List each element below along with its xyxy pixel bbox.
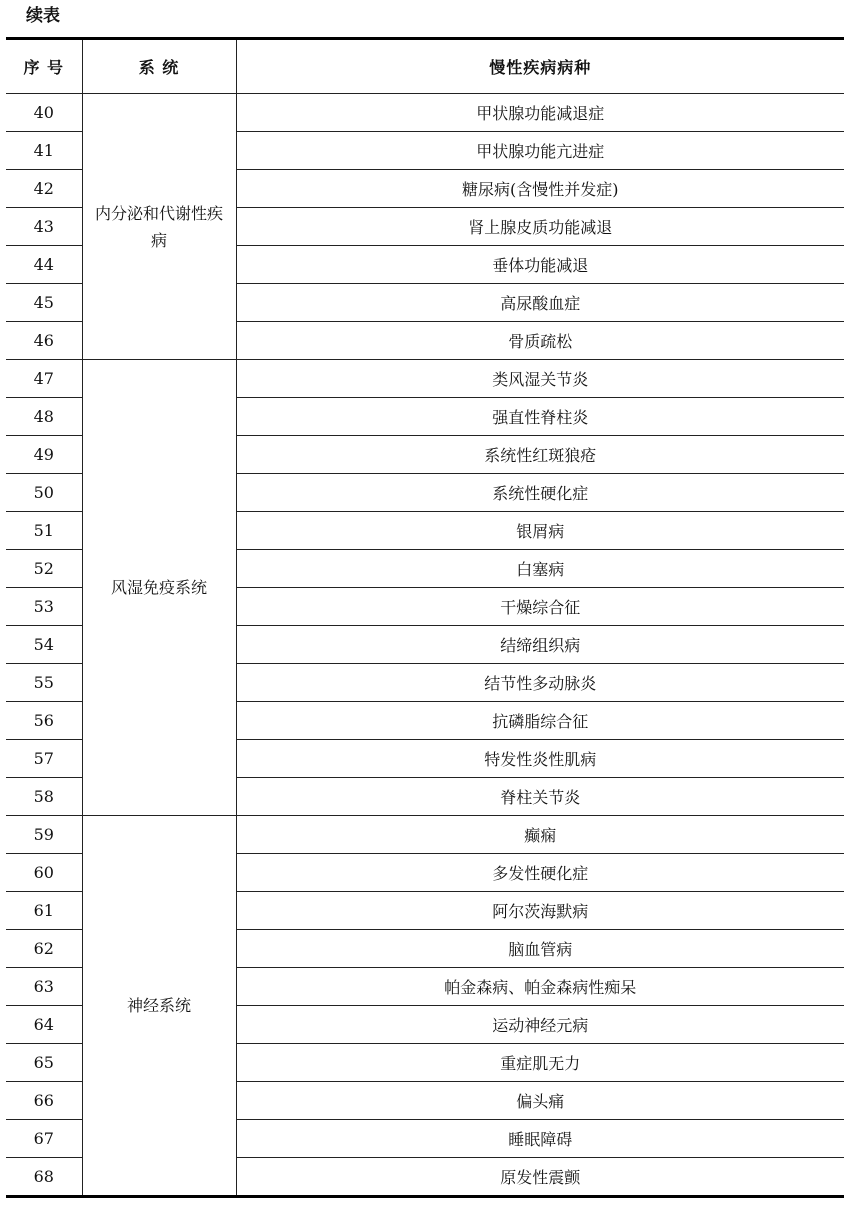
system-cell — [82, 94, 236, 360]
row-number: 54 — [6, 626, 82, 664]
row-number: 63 — [6, 968, 82, 1006]
table-row — [6, 94, 844, 132]
row-number: 60 — [6, 854, 82, 892]
disease-name: 垂体功能减退 — [236, 246, 844, 284]
disease-name: 运动神经元病 — [236, 1006, 844, 1044]
disease-name: 帕金森病、帕金森病性痴呆 — [236, 968, 844, 1006]
row-number: 47 — [6, 360, 82, 398]
system-label: 风湿免疫系统 — [110, 578, 207, 597]
header-disease: 慢性疾病病种 — [236, 39, 844, 94]
disease-name: 白塞病 — [236, 550, 844, 588]
row-number: 45 — [6, 284, 82, 322]
disease-name: 系统性硬化症 — [236, 474, 844, 512]
disease-name: 干燥综合征 — [236, 588, 844, 626]
disease-name: 结缔组织病 — [236, 626, 844, 664]
disease-name: 高尿酸血症 — [236, 284, 844, 322]
table-caption: 续表 — [26, 6, 60, 26]
disease-name: 重症肌无力 — [236, 1044, 844, 1082]
header-row — [6, 39, 844, 94]
disease-name: 睡眠障碍 — [236, 1120, 844, 1158]
row-number: 64 — [6, 1006, 82, 1044]
table-row — [6, 816, 844, 854]
row-number: 41 — [6, 132, 82, 170]
disease-name: 癫痫 — [236, 816, 844, 854]
row-number: 46 — [6, 322, 82, 360]
row-number: 43 — [6, 208, 82, 246]
row-number: 42 — [6, 170, 82, 208]
row-number: 56 — [6, 702, 82, 740]
row-number: 65 — [6, 1044, 82, 1082]
header-system: 系 统 — [82, 39, 236, 94]
disease-name: 抗磷脂综合征 — [236, 702, 844, 740]
disease-name: 结节性多动脉炎 — [236, 664, 844, 702]
disease-name: 强直性脊柱炎 — [236, 398, 844, 436]
row-number: 44 — [6, 246, 82, 284]
row-number: 61 — [6, 892, 82, 930]
row-number: 68 — [6, 1158, 82, 1197]
disease-name: 特发性炎性肌病 — [236, 740, 844, 778]
row-number: 49 — [6, 436, 82, 474]
row-number: 55 — [6, 664, 82, 702]
table-row — [6, 360, 844, 398]
disease-name: 骨质疏松 — [236, 322, 844, 360]
table-body — [6, 94, 844, 1197]
system-label: 内分泌和代谢性疾病 — [94, 203, 223, 250]
row-number: 40 — [6, 94, 82, 132]
chronic-disease-table — [6, 37, 844, 1198]
disease-name: 甲状腺功能减退症 — [236, 94, 844, 132]
row-number: 58 — [6, 778, 82, 816]
disease-name: 银屑病 — [236, 512, 844, 550]
disease-name: 脑血管病 — [236, 930, 844, 968]
disease-name: 甲状腺功能亢进症 — [236, 132, 844, 170]
row-number: 51 — [6, 512, 82, 550]
row-number: 53 — [6, 588, 82, 626]
row-number: 62 — [6, 930, 82, 968]
row-number: 57 — [6, 740, 82, 778]
system-cell — [82, 816, 236, 1197]
disease-name: 类风湿关节炎 — [236, 360, 844, 398]
disease-name: 多发性硬化症 — [236, 854, 844, 892]
disease-name: 糖尿病(含慢性并发症) — [236, 170, 844, 208]
disease-name: 偏头痛 — [236, 1082, 844, 1120]
row-number: 50 — [6, 474, 82, 512]
disease-name: 原发性震颤 — [236, 1158, 844, 1197]
system-cell — [82, 360, 236, 816]
disease-name: 阿尔茨海默病 — [236, 892, 844, 930]
disease-name: 系统性红斑狼疮 — [236, 436, 844, 474]
row-number: 67 — [6, 1120, 82, 1158]
row-number: 48 — [6, 398, 82, 436]
system-label: 神经系统 — [126, 996, 191, 1015]
disease-name: 肾上腺皮质功能减退 — [236, 208, 844, 246]
row-number: 59 — [6, 816, 82, 854]
header-number: 序 号 — [6, 39, 82, 94]
row-number: 66 — [6, 1082, 82, 1120]
row-number: 52 — [6, 550, 82, 588]
disease-name: 脊柱关节炎 — [236, 778, 844, 816]
